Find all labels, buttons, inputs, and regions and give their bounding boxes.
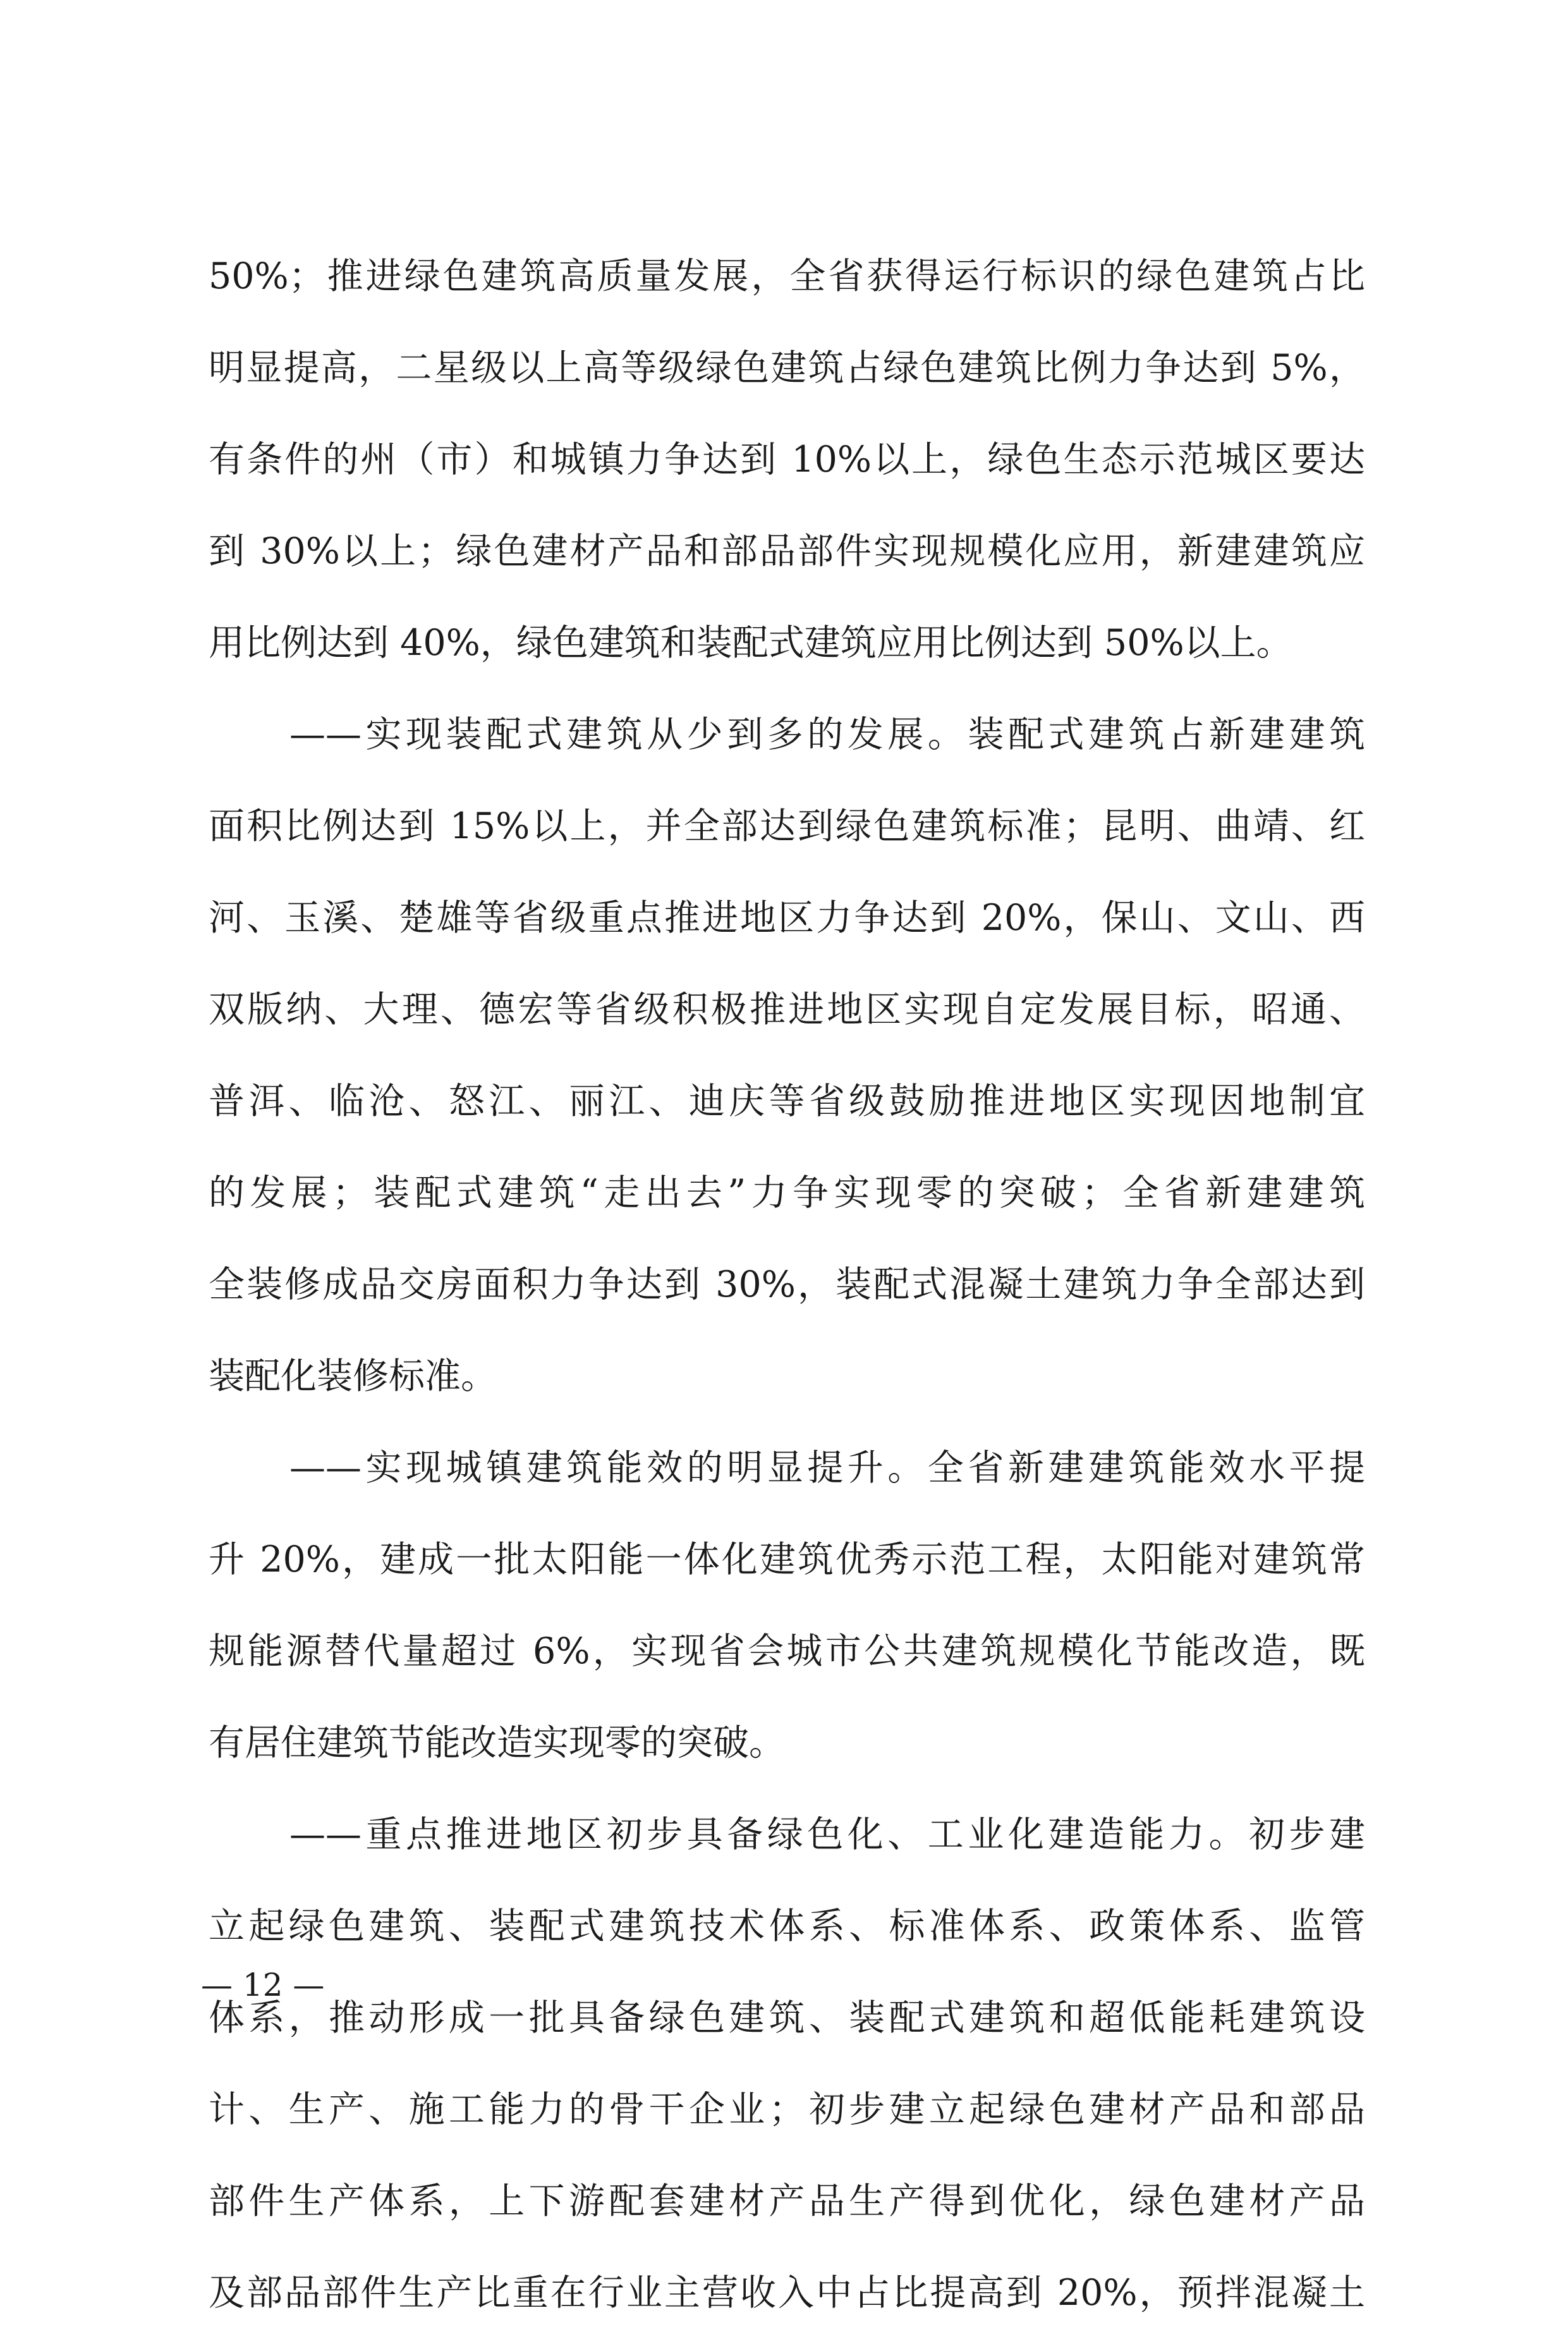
text-line: 普洱、临沧、怒江、丽江、迪庆等省级鼓励推进地区实现因地制宜 xyxy=(209,1080,1365,1122)
text-line: 装配化装修标准。 xyxy=(209,1355,497,1397)
text-line: 及部品部件生产比重在行业主营收入中占比提高到 20%，预拌混凝土 xyxy=(209,2272,1365,2314)
text-line: 规能源替代量超过 6%，实现省会城市公共建筑规模化节能改造，既 xyxy=(209,1630,1365,1672)
text-line: 面积比例达到 15%以上，并全部达到绿色建筑标准；昆明、曲靖、红 xyxy=(209,805,1365,847)
text-line: 的发展；装配式建筑“走出去”力争实现零的突破；全省新建建筑 xyxy=(209,1172,1365,1214)
text-line: 河、玉溪、楚雄等省级重点推进地区力争达到 20%，保山、文山、西 xyxy=(209,897,1365,939)
text-line: ——实现城镇建筑能效的明显提升。全省新建建筑能效水平提 xyxy=(289,1447,1365,1489)
text-line: 明显提高，二星级以上高等级绿色建筑占绿色建筑比例力争达到 5%， xyxy=(209,347,1365,389)
text-line: 立起绿色建筑、装配式建筑技术体系、标准体系、政策体系、监管 xyxy=(209,1905,1365,1947)
text-line: 体系，推动形成一批具备绿色建筑、装配式建筑和超低能耗建筑设 xyxy=(209,1997,1365,2039)
text-line: ——实现装配式建筑从少到多的发展。装配式建筑占新建建筑 xyxy=(289,714,1365,755)
text-line: 用比例达到 40%，绿色建筑和装配式建筑应用比例达到 50%以上。 xyxy=(209,622,1292,664)
text-line: ——重点推进地区初步具备绿色化、工业化建造能力。初步建 xyxy=(289,1814,1365,1855)
text-line: 全装修成品交房面积力争达到 30%，装配式混凝土建筑力争全部达到 xyxy=(209,1264,1365,1305)
text-line: 50%；推进绿色建筑高质量发展，全省获得运行标识的绿色建筑占比 xyxy=(209,255,1365,297)
text-line: 升 20%，建成一批太阳能一体化建筑优秀示范工程，太阳能对建筑常 xyxy=(209,1539,1365,1580)
text-line: 到 30%以上；绿色建材产品和部品部件实现规模化应用，新建建筑应 xyxy=(209,530,1365,572)
page-number: — 12 — xyxy=(201,1967,325,2003)
text-line: 双版纳、大理、德宏等省级积极推进地区实现自定发展目标，昭通、 xyxy=(209,989,1365,1030)
text-line: 计、生产、施工能力的骨干企业；初步建立起绿色建材产品和部品 xyxy=(209,2089,1365,2130)
text-line: 部件生产体系，上下游配套建材产品生产得到优化，绿色建材产品 xyxy=(209,2180,1365,2222)
text-line: 有居住建筑节能改造实现零的突破。 xyxy=(209,1722,785,1764)
text-line: 有条件的州（市）和城镇力争达到 10%以上，绿色生态示范城区要达 xyxy=(209,439,1365,480)
body-text xyxy=(209,231,1365,2339)
